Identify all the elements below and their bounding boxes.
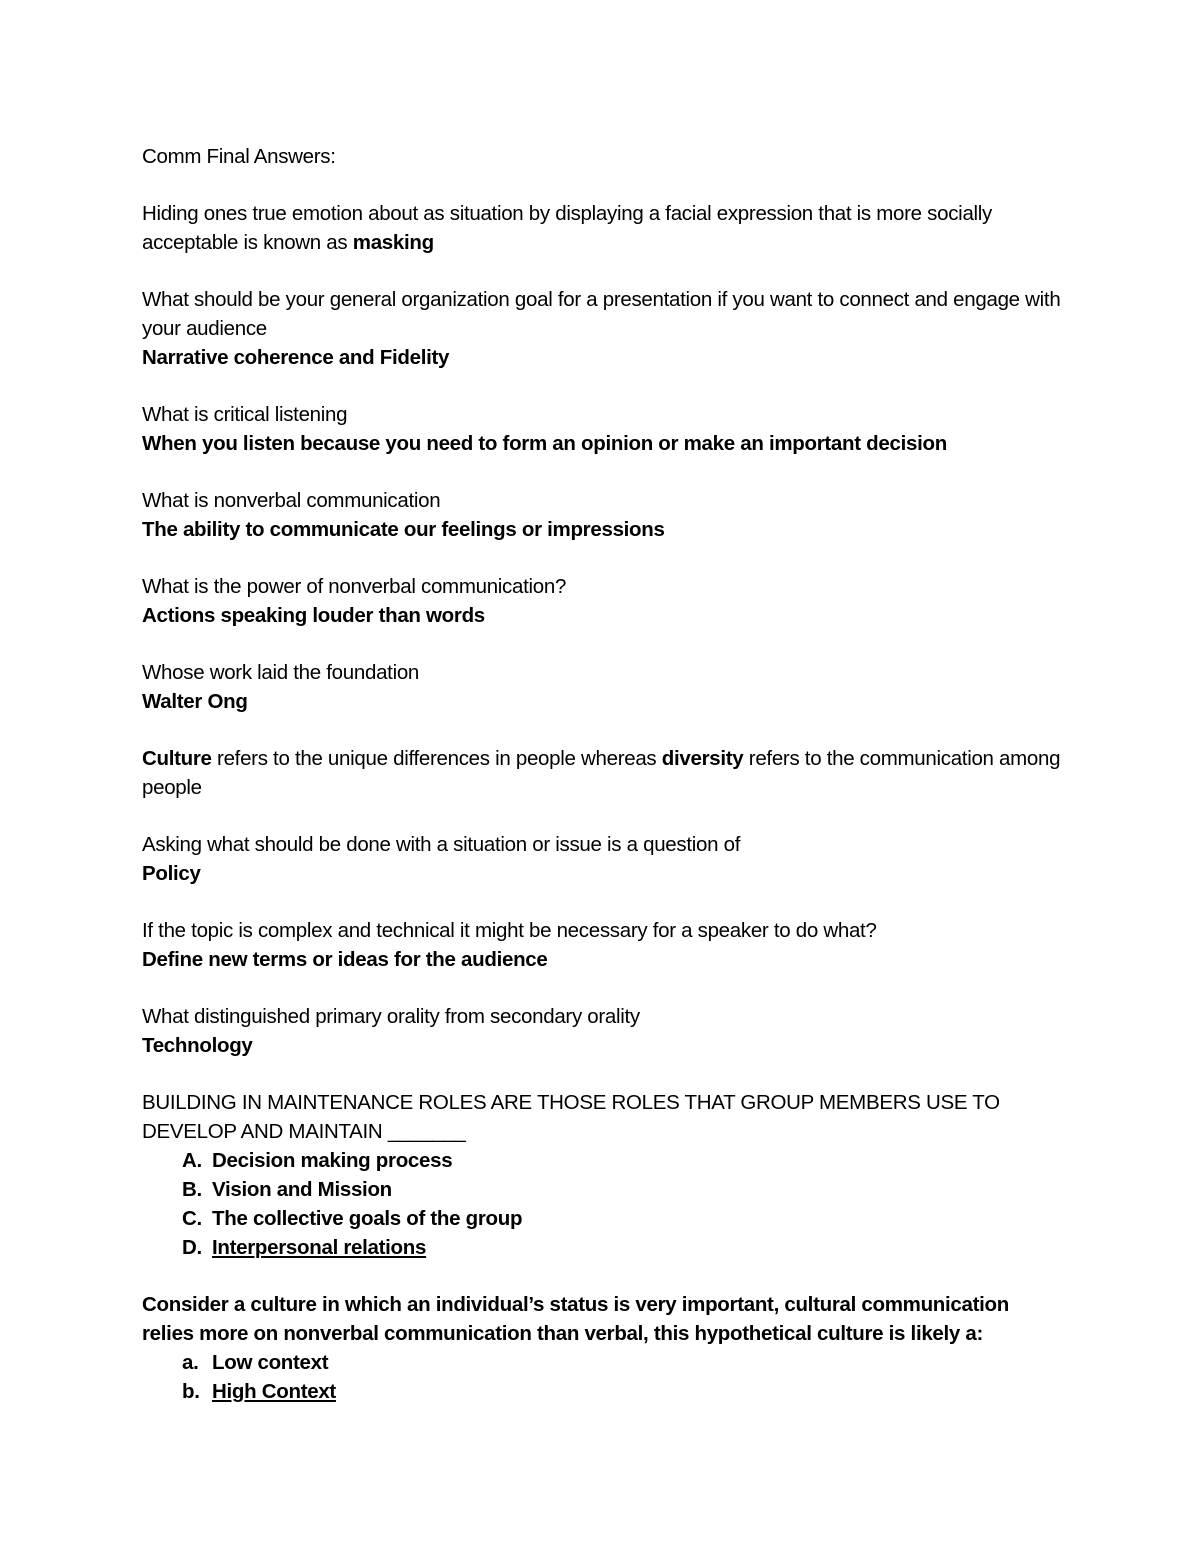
answer-text: The ability to communicate our feelings or impressions <box>142 518 665 541</box>
question-text: What should be your general organization goal for a presentation if you want to connect and engage with your audience <box>142 288 1061 340</box>
option-marker: C. <box>182 1207 202 1230</box>
document-body <box>142 142 1062 1406</box>
answer-text: Policy <box>142 862 201 885</box>
question-text: Whose work laid the foundation <box>142 661 420 684</box>
answer-options-list <box>142 1146 1062 1262</box>
option-text: Interpersonal relations <box>212 1236 427 1259</box>
question-text: refers to the communication among people <box>142 747 1061 799</box>
question-text: BUILDING IN MAINTENANCE ROLES ARE THOSE ROLES THAT GROUP MEMBERS USE TO DEVELOP AND MAINTAIN _______ <box>142 1091 1000 1143</box>
option-text: Decision making process <box>212 1149 453 1172</box>
question-masking <box>142 199 1062 257</box>
question-text: Asking what should be done with a situation or issue is a question of <box>142 833 741 856</box>
answer-text: Narrative coherence and Fidelity <box>142 346 450 369</box>
answer-text: When you listen because you need to form an opinion or make an important decision <box>142 432 947 455</box>
answer-text: masking <box>352 231 434 254</box>
answer-term-diversity: diversity <box>661 747 744 770</box>
option-item-correct <box>142 1233 1062 1262</box>
option-marker: D. <box>182 1236 202 1259</box>
question-text: If the topic is complex and technical it might be necessary for a speaker to do what? <box>142 919 877 942</box>
option-marker: B. <box>182 1178 202 1201</box>
answer-options-list <box>142 1348 1062 1406</box>
document-title: Comm Final Answers: <box>142 145 336 168</box>
option-item <box>142 1204 1062 1233</box>
question-text: refers to the unique differences in people whereas <box>211 747 662 770</box>
answer-text: Walter Ong <box>142 690 248 713</box>
option-text: The collective goals of the group <box>212 1207 523 1230</box>
question-text: What distinguished primary orality from secondary orality <box>142 1005 640 1028</box>
option-item-correct <box>142 1377 1062 1406</box>
option-item <box>142 1175 1062 1204</box>
question-culture-diversity <box>142 744 1062 802</box>
answer-text: Actions speaking louder than words <box>142 604 485 627</box>
question-text: What is nonverbal communication <box>142 489 441 512</box>
option-marker: a. <box>182 1351 199 1374</box>
question-text: Hiding ones true emotion about as situation by displaying a facial expression that is more socially acceptable is known as <box>142 202 992 254</box>
question-text: Consider a culture in which an individual’s status is very important, cultural communication relies more on nonverbal communication than verbal, this hypothetical culture is likely a: <box>142 1293 1009 1345</box>
answer-term-culture: Culture <box>142 747 212 770</box>
answer-text: Define new terms or ideas for the audience <box>142 948 548 971</box>
option-item <box>142 1348 1062 1377</box>
answer-text: Technology <box>142 1034 253 1057</box>
option-text: Low context <box>212 1351 329 1374</box>
option-text: High Context <box>212 1380 336 1403</box>
option-text: Vision and Mission <box>212 1178 392 1201</box>
option-marker: b. <box>182 1380 200 1403</box>
option-item <box>142 1146 1062 1175</box>
question-text: What is the power of nonverbal communication? <box>142 575 567 598</box>
question-text: What is critical listening <box>142 403 348 426</box>
option-marker: A. <box>182 1149 202 1172</box>
